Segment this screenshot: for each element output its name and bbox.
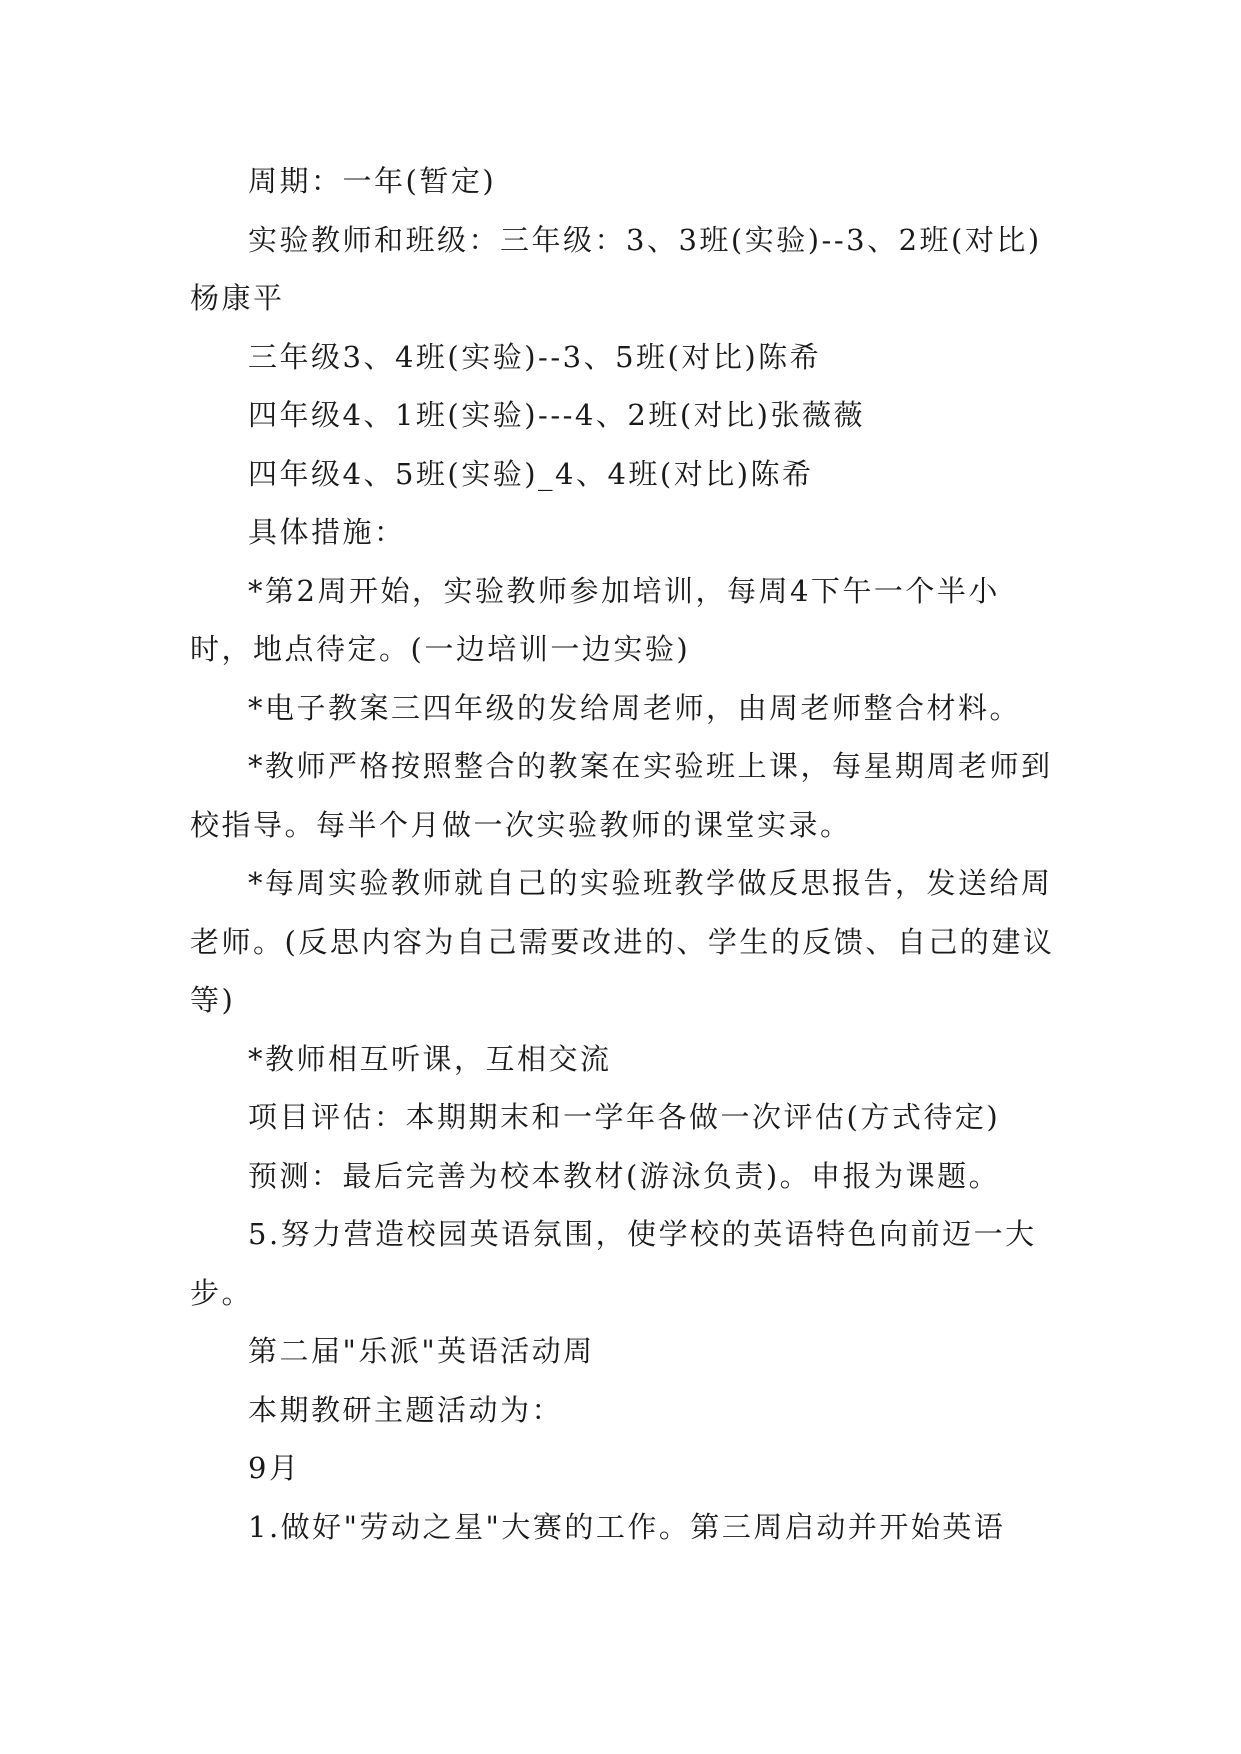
paragraph-measure-teaching: *教师严格按照整合的教案在实验班上课，每星期周老师到校指导。每半个月做一次实验教师的课堂实录。 [190, 749, 1053, 842]
paragraph-september: 9月 [248, 1451, 301, 1485]
document-body [190, 152, 1060, 1556]
paragraph-measure-training: *第2周开始，实验教师参加培训，每周4下午一个半小时，地点待定。(一边培训一边实验) [190, 573, 1000, 666]
paragraph-grade4-class5: 四年级4、5班(实验)_4、4班(对比)陈希 [248, 456, 814, 491]
paragraph-measure-reflection: *每周实验教师就自己的实验班教学做反思报告，发送给周老师。(反思内容为自己需要改进的、学生的反馈、自己的建议等) [190, 866, 1055, 1017]
paragraph-grade3-class4: 三年级3、4班(实验)--3、5班(对比)陈希 [248, 339, 822, 374]
paragraph-cycle: 周期：一年(暂定) [248, 164, 497, 198]
paragraph-prediction: 预测：最后完善为校本教材(游泳负责)。申报为课题。 [248, 1158, 1001, 1193]
paragraph-teachers-classes: 实验教师和班级：三年级：3、3班(实验)--3、2班(对比)杨康平 [190, 222, 1042, 315]
paragraph-activity-week: 第二届"乐派"英语活动周 [248, 1334, 595, 1368]
paragraph-item-1: 1.做好"劳动之星"大赛的工作。第三周启动并开始英语 [248, 1509, 1006, 1544]
paragraph-measures-heading: 具体措施： [248, 515, 406, 549]
paragraph-grade4-class1: 四年级4、1班(实验)---4、2班(对比)张薇薇 [248, 398, 865, 432]
paragraph-measure-observation: *教师相互听课，互相交流 [248, 1041, 612, 1076]
paragraph-item-5: 5.努力营造校园英语氛围，使学校的英语特色向前迈一大步。 [190, 1217, 1037, 1310]
paragraph-evaluation: 项目评估：本期期末和一学年各做一次评估(方式待定) [248, 1100, 1001, 1134]
paragraph-measure-lesson-plans: *电子教案三四年级的发给周老师，由周老师整合材料。 [248, 690, 1022, 725]
paragraph-theme-activities: 本期教研主题活动为： [248, 1392, 564, 1427]
